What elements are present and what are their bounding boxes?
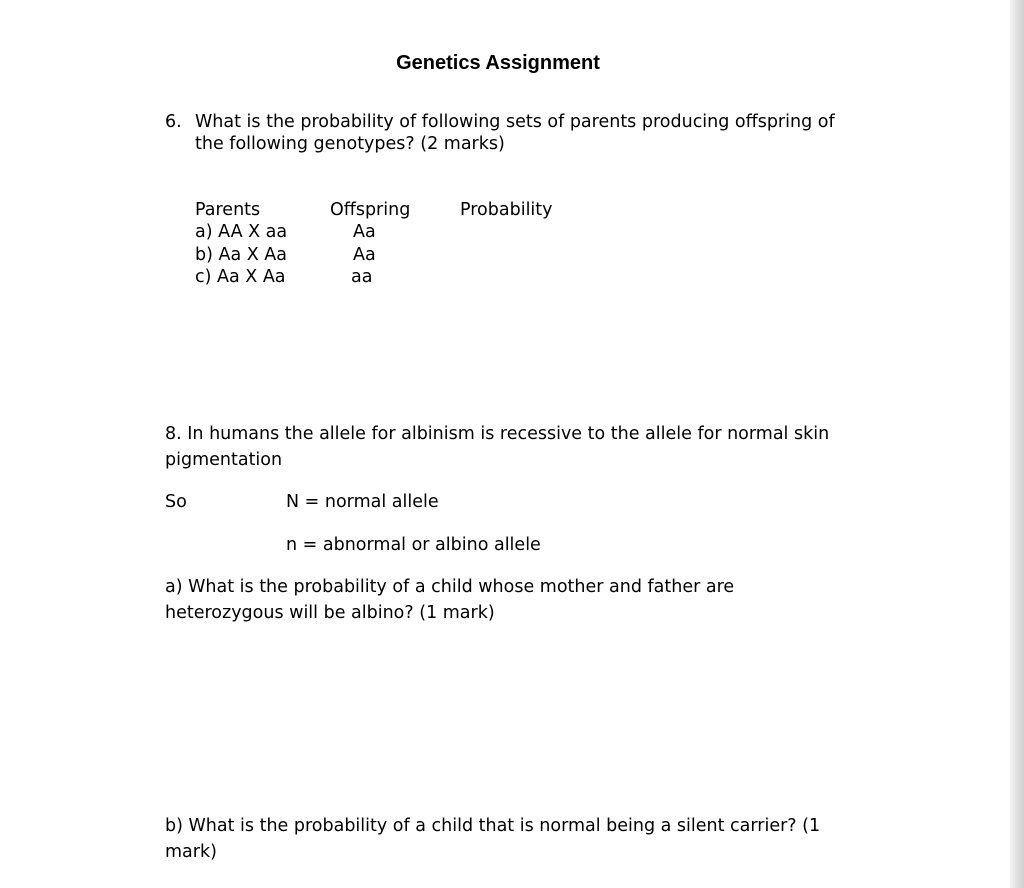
table-row-c-parents: c) Aa X Aa [195,267,286,287]
table-row-b-parents: b) Aa X Aa [195,245,288,265]
table-header-probability: Probability [460,200,553,220]
q8-text-line1: 8. In humans the allele for albinism is recessive to the allele for normal skin [165,424,830,444]
q8-so-label: So [165,492,187,512]
q8-normal-allele: N = normal allele [286,492,439,512]
table-header-parents: Parents [195,200,261,220]
q8b-text-line1: b) What is the probability of a child that is normal being a silent carrier? (1 [165,816,821,836]
page-edge-shadow [1010,0,1024,888]
q8b-text-line2: mark) [165,842,217,862]
q8a-text-line2: heterozygous will be albino? (1 mark) [165,603,495,623]
q6-number: 6. [165,112,182,132]
table-row-a-parents: a) AA X aa [195,222,288,242]
table-header-offspring: Offspring [330,200,411,220]
page-title: Genetics Assignment [396,52,600,74]
table-row-c-offspring: aa [351,267,373,287]
table-row-a-offspring: Aa [353,222,376,242]
q8-text-line2: pigmentation [165,450,283,470]
table-row-b-offspring: Aa [353,245,376,265]
q8-abnormal-allele: n = abnormal or albino allele [286,535,541,555]
q6-text-line1: What is the probability of following sets of parents producing offspring of [195,112,835,132]
q8a-text-line1: a) What is the probability of a child whose mother and father are [165,577,735,597]
q6-text-line2: the following genotypes? (2 marks) [195,134,505,154]
